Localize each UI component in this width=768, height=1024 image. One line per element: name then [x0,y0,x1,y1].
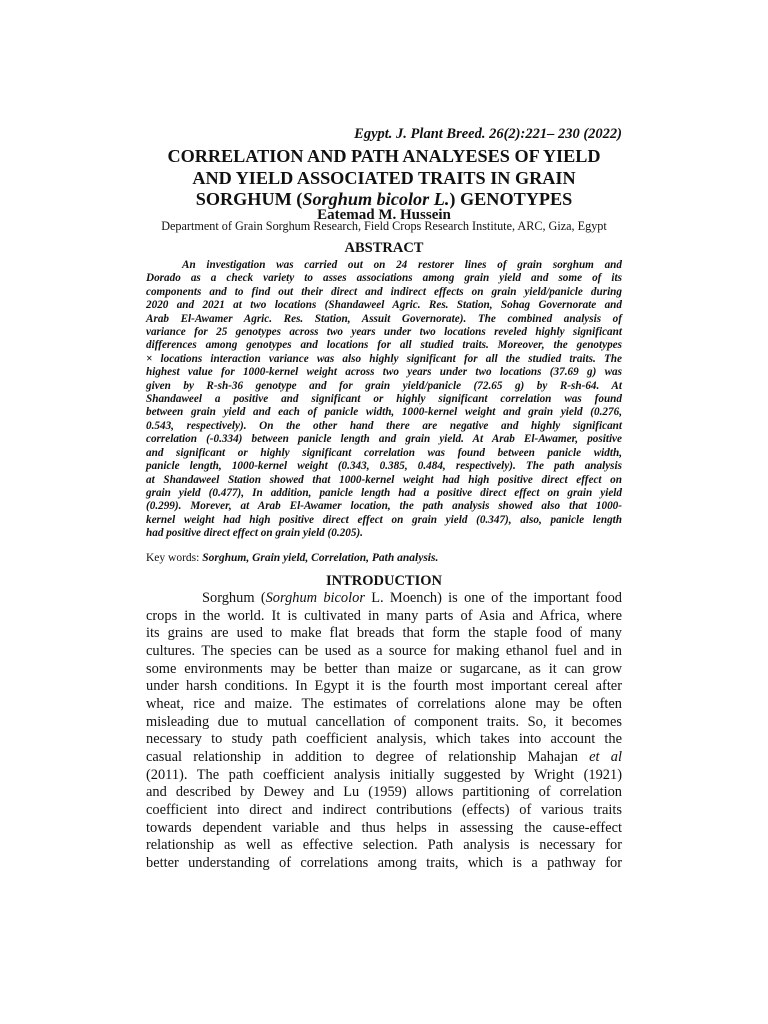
intro-line: some environments may be better than maize or sugarcane, as it can grow [146,660,622,677]
abstract-line: correlation (-0.334) between panicle length and grain yield. At Arab El-Awamer, positive [146,433,622,446]
abstract-line: kernel weight had high positive direct effect on grain yield (0.347), also, panicle length [146,513,622,526]
keywords-label: Key words: [146,552,203,564]
author-name: Eatemad M. Hussein [317,207,451,223]
intro-line: (2011). The path coefficient analysis initially suggested by Wright (1921) [146,766,622,783]
abstract-line: 2020 and 2021 at two locations (Shandaweel Agric. Res. Station, Sohag Governorate and [146,299,622,312]
abstract-line: at Shandaweel Station showed that 1000-kernel weight had high positive direct effect on [146,473,622,486]
intro-line: crops in the world. It is cultivated in many parts of Asia and Africa, where [146,607,622,624]
intro-line: coefficient into direct and indirect contributions (effects) of various traits [146,801,622,818]
keywords-line [146,552,622,564]
intro-line: its grains are used to make flat breads that form the staple food of many [146,625,622,642]
abstract-line: Shandaweel a positive and significant or highly significant correlation was found [146,393,622,406]
title-line-3-pre: SORGHUM ( [195,189,303,209]
intro-text: casual relationship in addition to degree of relationship Mahajan [146,748,590,765]
introduction-body [146,590,622,873]
intro-et-al: et al [589,748,622,765]
keywords-list: Sorghum, Grain yield, Correlation, Path analysis. [202,552,439,564]
abstract-line: 0.543, respectively). On the other hand there are negative and highly significant [146,419,622,432]
intro-text: Sorghum ( [202,590,266,606]
paper-title [146,146,622,211]
intro-line: under harsh conditions. In Egypt it is the fourth most important cereal after [146,678,622,695]
abstract-line: given by R-sh-36 genotype and for grain yield/panicle (72.65 g) by R-sh-64. At [146,379,622,392]
abstract-line: differences among genotypes and locations for all studied traits. Moreover, the genotypes [146,339,622,352]
intro-line: and described by Dewey and Lu (1959) allows partitioning of correlation [146,784,622,801]
author-affiliation: Department of Grain Sorghum Research, Field Crops Research Institute, ARC, Giza, Egypt [161,219,607,233]
abstract-line: highest value for 1000-kernel weight across two years under two locations (37.69 g) was [146,366,622,379]
intro-text: L. Moench) is one of the important food [364,590,622,606]
intro-line: cultures. The species can be used as a source for making ethanol fuel and in [146,642,622,659]
abstract-line: components and to find out their direct and indirect effects on grain yield/panicle during [146,285,622,298]
title-line-1: CORRELATION AND PATH ANALYESES OF YIELD [167,146,601,166]
intro-line: better understanding of correlations among traits, which is a pathway for [146,854,622,871]
intro-line [146,749,622,767]
abstract-line: between grain yield and each of panicle width, 1000-kernel weight and grain yield (0.276, [146,406,622,419]
abstract-line: and significant or highly significant correlation was found between panicle width, [146,446,622,459]
journal-citation: Egypt. J. Plant Breed. 26(2):221– 230 (2022) [354,126,622,142]
intro-line [146,590,622,608]
abstract-line: An investigation was carried out on 24 restorer lines of grain sorghum and [182,259,622,271]
abstract-line: × locations interaction variance was also highly significant for all the studied traits. The [146,352,622,365]
abstract-body [146,259,622,541]
abstract-line: (0.299). Morever, at Arab El-Awamer location, the path analysis showed also that 1000- [146,500,622,513]
abstract-line: panicle length, 1000-kernel weight (0.343, 0.385, 0.484, respectively). The path analysis [146,460,622,473]
intro-line: necessary to study path coefficient analysis, which takes into account the [146,731,622,748]
intro-line: relationship as well as effective selection. Path analysis is necessary for [146,837,622,854]
title-line-3-post: ) GENOTYPES [449,189,573,209]
abstract-line: Arab El-Awamer Agric. Res. Station, Assuit Governorate). The combined analysis of [146,312,622,325]
intro-species: Sorghum bicolor [265,590,365,606]
abstract-line: variance for 25 genotypes across two years under two locations reveled highly significant [146,326,622,339]
abstract-heading: ABSTRACT [344,240,424,256]
title-line-2: AND YIELD ASSOCIATED TRAITS IN GRAIN [192,167,576,188]
intro-line: wheat, rice and maize. The estimates of correlations alone may be often [146,695,622,712]
abstract-line: Dorado as a check variety to asses associations among grain yield and some of its [146,272,622,285]
abstract-line: grain yield (0.477), In addition, panicle length had a positive direct effect on grain yield [146,486,622,499]
introduction-heading: INTRODUCTION [325,573,442,589]
intro-line: towards dependent variable and thus helps in assessing the cause-effect [146,819,622,836]
abstract-line: had positive direct effect on grain yield (0.205). [146,527,363,540]
intro-line: misleading due to mutual cancellation of component traits. So, it becomes [146,713,622,730]
title-species: Sorghum bicolor L. [302,189,450,209]
